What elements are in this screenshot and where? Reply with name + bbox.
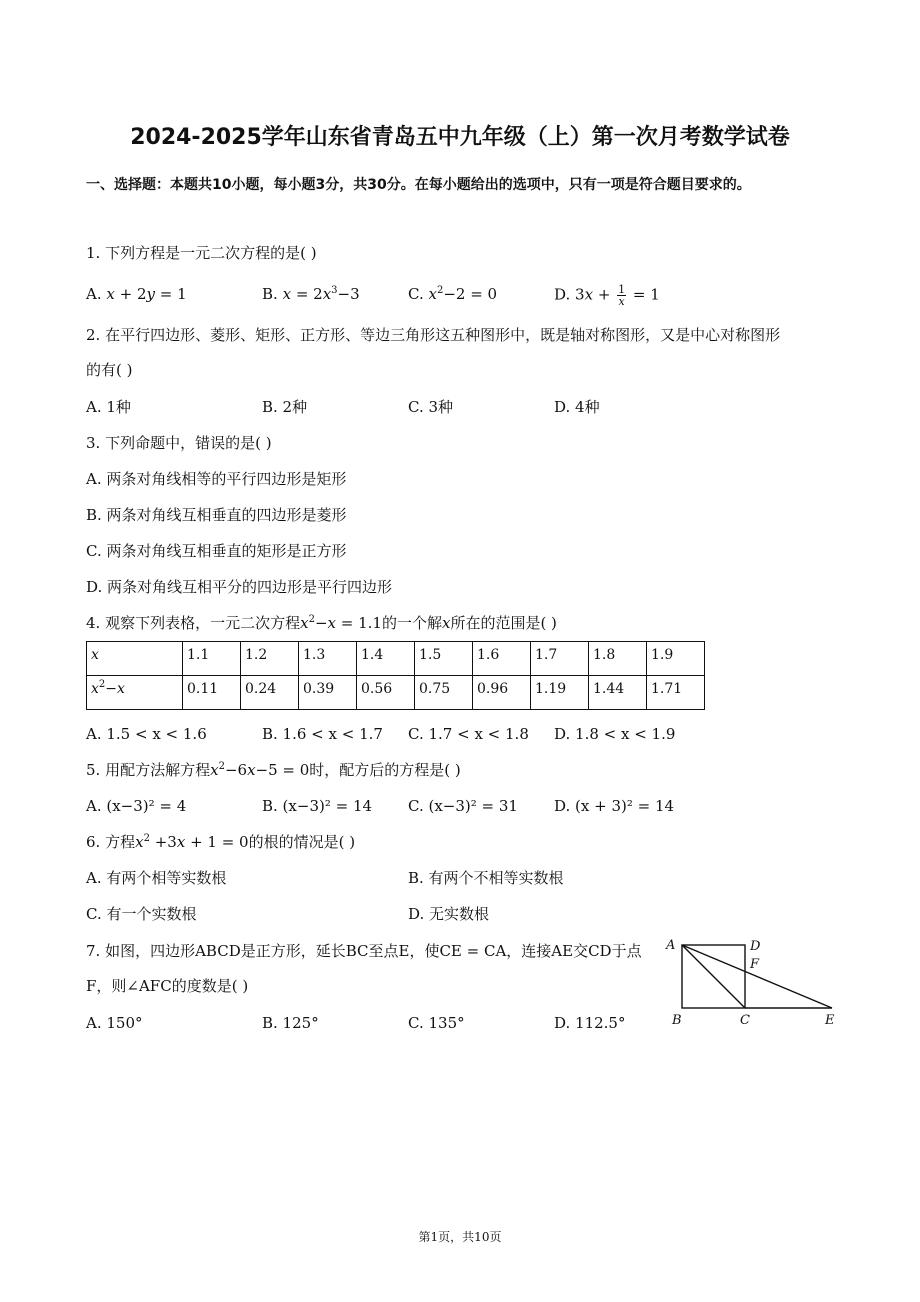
label-c: C	[740, 1013, 750, 1028]
question-2-stem-line1: 2. 在平行四边形、菱形、矩形、正方形、等边三角形这五种图形中，既是轴对称图形，又是中心对称图形	[86, 326, 781, 344]
q2-option-d: D. 4种	[554, 398, 600, 416]
question-5-stem: 5. 用配方法解方程$x^2-6x-5 = 0$时，配方后的方程是( )	[86, 761, 461, 779]
q1-option-b: B. $x = 2x^3-3$	[262, 285, 360, 303]
table-cell: 1.4	[357, 642, 415, 676]
question-1-stem: 1. 下列方程是一元二次方程的是( )	[86, 244, 317, 262]
table-cell: 0.75	[415, 676, 473, 710]
table-row	[87, 676, 705, 710]
page-title: 2024-2025学年山东省青岛五中九年级（上）第一次月考数学试卷	[130, 125, 790, 150]
label-f: F	[750, 957, 760, 972]
question-6-stem: 6. 方程$x^2 +3x + 1 = 0$的根的情况是( )	[86, 833, 356, 851]
table-cell: 1.9	[647, 642, 705, 676]
section-heading: 一、选择题：本题共10小题，每小题3分，共30分。在每小题给出的选项中，只有一项是符合题目要求的。	[86, 177, 751, 193]
q7-option-d: D. 112.5°	[554, 1014, 626, 1032]
question-4-stem: 4. 观察下列表格，一元二次方程$x^2-x = 1.1$的一个解x所在的范围是( )	[86, 614, 557, 632]
page-footer: 第1页，共10页	[418, 1230, 502, 1244]
table-cell: 1.2	[241, 642, 299, 676]
q1-option-d: D. 3x + $\frac{1}{x}$ = 1	[554, 283, 660, 308]
table-cell: 1.71	[647, 676, 705, 710]
table-cell: 1.44	[589, 676, 647, 710]
q6-stem-post: 的根的情况是( )	[248, 833, 356, 851]
table-cell: 1.8	[589, 642, 647, 676]
q2-option-a: A. 1种	[86, 398, 131, 416]
q3-option-b: B. 两条对角线互相垂直的四边形是菱形	[86, 506, 347, 524]
q4-option-c: C. 1.7 < x < 1.8	[408, 725, 529, 743]
table-cell: 0.56	[357, 676, 415, 710]
q6-option-b: B. 有两个不相等实数根	[408, 869, 564, 887]
q7-option-b: B. 125°	[262, 1014, 319, 1032]
q6-option-d: D. 无实数根	[408, 905, 490, 923]
q5-stem-post: 时，配方后的方程是( )	[309, 761, 461, 779]
q1-option-c-label: C.	[408, 285, 424, 303]
q2-option-b: B. 2种	[262, 398, 308, 416]
table-cell: 0.24	[241, 676, 299, 710]
table-cell: 0.39	[299, 676, 357, 710]
q4-stem-post: 的一个解	[381, 614, 442, 632]
q6-stem-pre: 6. 方程	[86, 833, 136, 851]
table-cell: 1.7	[531, 642, 589, 676]
q1-option-d-label: D.	[554, 285, 571, 304]
q7-option-c: C. 135°	[408, 1014, 465, 1032]
q4-option-a: A. 1.5 < x < 1.6	[86, 725, 207, 743]
table-cell: 1.1	[183, 642, 241, 676]
table-cell: 0.96	[473, 676, 531, 710]
square-geometry-figure	[662, 936, 844, 1032]
line-ae	[682, 945, 832, 1008]
value-table	[86, 641, 705, 710]
q5-option-c: C. (x−3)² = 31	[408, 797, 518, 815]
q5-stem-pre: 5. 用配方法解方程	[86, 761, 211, 779]
question-7-stem-line2: F，则∠AFC的度数是( )	[86, 977, 249, 995]
q1-option-b-label: B.	[262, 285, 278, 303]
q4-stem-end: 所在的范围是( )	[450, 614, 557, 632]
table-cell: 1.6	[473, 642, 531, 676]
q5-option-b: B. (x−3)² = 14	[262, 797, 373, 815]
table-cell: 0.11	[183, 676, 241, 710]
q4-stem-pre: 4. 观察下列表格，一元二次方程	[86, 614, 301, 632]
q1-option-a: A. x + 2y = 1	[86, 285, 187, 303]
q3-option-d: D. 两条对角线互相平分的四边形是平行四边形	[86, 578, 393, 596]
q1-option-a-label: A.	[86, 285, 102, 303]
question-3-stem: 3. 下列命题中，错误的是( )	[86, 434, 272, 452]
question-2-stem-line2: 的有( )	[86, 361, 133, 379]
table-cell: 1.19	[531, 676, 589, 710]
q7-option-a: A. 150°	[86, 1014, 143, 1032]
label-e: E	[825, 1013, 835, 1028]
table-cell: 1.3	[299, 642, 357, 676]
table-cell: 1.5	[415, 642, 473, 676]
table-header-cell: $x^2-x$	[87, 676, 183, 710]
q6-option-c: C. 有一个实数根	[86, 905, 197, 923]
table-row	[87, 642, 705, 676]
q1-option-c: C. $x^2-2 = 0$	[408, 285, 498, 303]
q3-option-a: A. 两条对角线相等的平行四边形是矩形	[86, 470, 347, 488]
label-d: D	[750, 939, 761, 954]
label-b: B	[672, 1013, 682, 1028]
fraction: $\frac{1}{x}$	[618, 283, 626, 308]
q5-option-a: A. (x−3)² = 4	[86, 797, 187, 815]
q4-option-d: D. 1.8 < x < 1.9	[554, 725, 676, 743]
label-a: A	[666, 938, 676, 953]
q6-option-a: A. 有两个相等实数根	[86, 869, 227, 887]
table-header-cell: x	[87, 642, 183, 676]
q3-option-c: C. 两条对角线互相垂直的矩形是正方形	[86, 542, 347, 560]
q5-option-d: D. (x + 3)² = 14	[554, 797, 675, 815]
q2-option-c: C. 3种	[408, 398, 454, 416]
diagonal-ac	[682, 945, 745, 1008]
question-7-stem-line1: 7. 如图，四边形ABCD是正方形，延长BC至点E，使CE = CA，连接AE交CD于点	[86, 942, 642, 960]
q4-option-b: B. 1.6 < x < 1.7	[262, 725, 383, 743]
